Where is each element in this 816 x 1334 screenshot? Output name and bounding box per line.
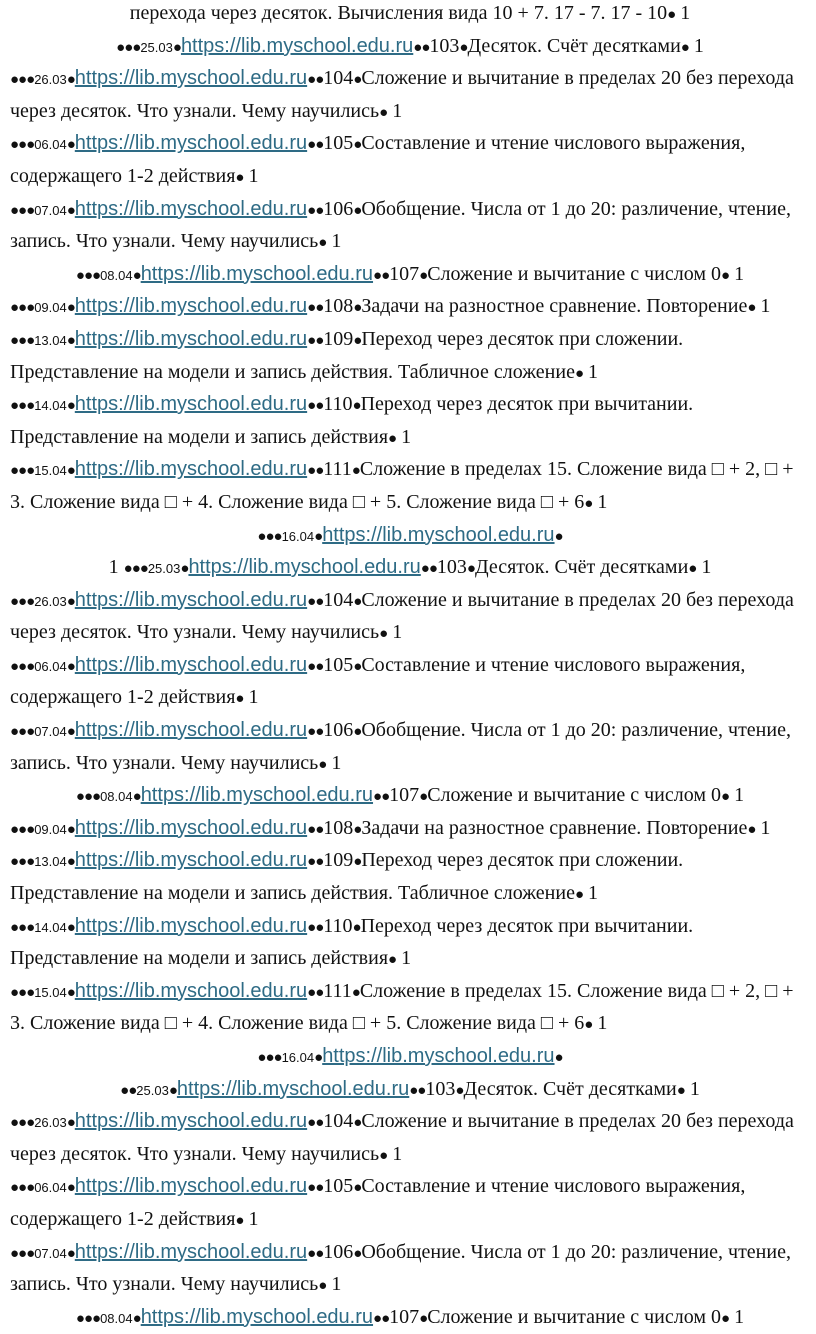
hours-value: 1 bbox=[588, 360, 599, 383]
bullet-icon: ●●● bbox=[10, 918, 35, 936]
lesson-block-2 bbox=[10, 552, 810, 1074]
bullet-icon: ● bbox=[66, 462, 75, 480]
bullet-icon: ● bbox=[466, 560, 475, 578]
bullet-icon: ● bbox=[353, 657, 362, 675]
bullet-icon: ● bbox=[318, 1277, 327, 1295]
bullet-icon: ●●● bbox=[10, 136, 35, 154]
bullet-icon: ● bbox=[721, 1309, 730, 1327]
hours-value: 1 bbox=[392, 99, 403, 122]
bullet-icon: ● bbox=[353, 1179, 362, 1197]
lesson-topic: Сложение в пределах 15. Сложение вида □ + 2, □ + 3. Сложение вида □ + 4. Сложение вида □ + 5. Сложение вида □ + 6 bbox=[10, 458, 794, 513]
lesson-date: 07.04 bbox=[34, 724, 67, 740]
resource-link[interactable]: https://lib.myschool.edu.ru bbox=[74, 979, 308, 1002]
lesson-topic: Составление и чтение числового выражения, содержащего 1-2 действия bbox=[10, 1175, 746, 1230]
bullet-icon: ● bbox=[318, 755, 327, 773]
bullet-icon: ●●● bbox=[10, 723, 35, 741]
hours-value: 1 bbox=[248, 164, 259, 187]
bullet-icon: ●● bbox=[307, 592, 324, 610]
lesson-date: 16.04 bbox=[281, 528, 315, 544]
resource-link[interactable]: https://lib.myschool.edu.ru bbox=[74, 197, 308, 220]
bullet-icon: ●●● bbox=[123, 560, 148, 578]
resource-link[interactable]: https://lib.myschool.edu.ru bbox=[74, 132, 308, 155]
lesson-number: 105 bbox=[323, 1175, 354, 1198]
bullet-icon: ● bbox=[66, 397, 75, 415]
lesson-topic: Переход через десяток при вычитании. Представление на модели и запись действия bbox=[10, 914, 694, 970]
bullet-icon: ● bbox=[353, 820, 362, 838]
resource-link[interactable]: https://lib.myschool.edu.ru bbox=[140, 1305, 374, 1328]
bullet-icon: ● bbox=[574, 364, 584, 382]
lesson-number: 107 bbox=[389, 262, 420, 285]
bullet-icon: ●● bbox=[307, 983, 324, 1001]
bullet-icon: ●● bbox=[307, 201, 324, 219]
hours-value: 1 bbox=[331, 230, 342, 253]
bullet-icon: ●●● bbox=[10, 1114, 35, 1132]
hours-value: 1 bbox=[701, 556, 712, 579]
bullet-icon: ● bbox=[66, 918, 75, 936]
bullet-icon: ●● bbox=[307, 299, 324, 317]
bullet-icon: ●●● bbox=[10, 592, 35, 610]
hours-value: 1 bbox=[680, 2, 691, 24]
lesson-number: 104 bbox=[323, 1110, 354, 1133]
bullet-icon: ●●● bbox=[10, 983, 35, 1001]
bullet-icon: ●●● bbox=[10, 1244, 35, 1262]
resource-link[interactable]: https://lib.myschool.edu.ru bbox=[74, 458, 308, 481]
lesson-date: 06.04 bbox=[34, 1180, 67, 1196]
bullet-icon: ●●● bbox=[75, 266, 101, 284]
resource-link[interactable]: https://lib.myschool.edu.ru bbox=[188, 556, 421, 579]
lesson-number: 111 bbox=[323, 979, 352, 1002]
lesson-topic: Десяток. Счёт десятками bbox=[474, 556, 689, 579]
bullet-icon: ● bbox=[676, 1081, 685, 1099]
lesson-date: 26.03 bbox=[34, 593, 67, 609]
bullet-icon: ● bbox=[379, 103, 388, 121]
resource-link[interactable]: https://lib.myschool.edu.ru bbox=[74, 653, 308, 676]
bullet-icon: ● bbox=[379, 1146, 388, 1164]
bullet-icon: ●●● bbox=[257, 1049, 282, 1066]
lesson-number: 107 bbox=[389, 1305, 420, 1328]
hours-value: 1 bbox=[392, 1142, 403, 1165]
resource-link[interactable]: https://lib.myschool.edu.ru bbox=[74, 914, 308, 937]
document-page bbox=[10, 0, 810, 1334]
bullet-icon: ● bbox=[688, 560, 697, 578]
lesson-number: 108 bbox=[323, 295, 354, 318]
lesson-topic: Сложение и вычитание с числом 0 bbox=[427, 784, 722, 807]
bullet-icon: ●● bbox=[307, 820, 324, 838]
resource-link[interactable]: https://lib.myschool.edu.ru bbox=[322, 1045, 555, 1067]
lesson-number: 110 bbox=[323, 393, 353, 416]
bullet-icon: ● bbox=[747, 299, 756, 317]
hours-value: 1 bbox=[693, 34, 704, 57]
lesson-number: 104 bbox=[323, 67, 354, 90]
lesson-topic: Задачи на разностное сравнение. Повторение bbox=[361, 816, 748, 839]
lesson-date: 08.04 bbox=[100, 1310, 133, 1326]
bullet-icon: ● bbox=[379, 625, 388, 643]
hours-value: 1 bbox=[597, 1012, 608, 1035]
bullet-icon: ● bbox=[66, 853, 75, 871]
bullet-icon: ●●● bbox=[75, 788, 101, 806]
lesson-number: 107 bbox=[389, 784, 420, 807]
resource-link[interactable]: https://lib.myschool.edu.ru bbox=[74, 1240, 308, 1263]
bullet-icon: ●●● bbox=[10, 71, 35, 89]
lesson-topic: Составление и чтение числового выражения, содержащего 1-2 действия bbox=[10, 653, 746, 709]
hours-value: 1 bbox=[760, 816, 771, 839]
resource-link[interactable]: https://lib.myschool.edu.ru bbox=[140, 262, 374, 285]
lesson-date: 16.04 bbox=[281, 1050, 315, 1065]
bullet-icon: ● bbox=[66, 1244, 75, 1262]
bullet-icon: ● bbox=[314, 1049, 323, 1066]
bullet-icon: ● bbox=[351, 462, 360, 480]
lesson-date: 14.04 bbox=[34, 398, 67, 414]
lesson-date: 25.03 bbox=[147, 561, 181, 577]
resource-link[interactable]: https://lib.myschool.edu.ru bbox=[140, 784, 374, 807]
bullet-icon: ● bbox=[318, 234, 327, 252]
bullet-icon: ●● bbox=[307, 462, 324, 480]
bullet-icon: ● bbox=[66, 331, 75, 349]
bullet-icon: ●● bbox=[413, 38, 430, 56]
resource-link[interactable]: https://lib.myschool.edu.ru bbox=[74, 588, 308, 611]
bullet-icon: ● bbox=[180, 560, 189, 578]
resource-link[interactable]: https://lib.myschool.edu.ru bbox=[74, 1175, 308, 1198]
hours-value: 1 bbox=[108, 556, 119, 579]
bullet-icon: ● bbox=[66, 1179, 75, 1197]
bullet-icon: ●●● bbox=[10, 1179, 35, 1197]
lesson-number: 108 bbox=[323, 816, 354, 839]
bullet-icon: ●●● bbox=[257, 527, 282, 545]
resource-link[interactable]: https://lib.myschool.edu.ru bbox=[74, 295, 308, 318]
lesson-number: 106 bbox=[323, 197, 354, 220]
bullet-icon: ● bbox=[667, 6, 676, 23]
bullet-icon: ● bbox=[353, 71, 362, 89]
lesson-date: 09.04 bbox=[34, 300, 67, 316]
lesson-number: 106 bbox=[323, 719, 354, 742]
bullet-icon: ●●● bbox=[10, 462, 35, 480]
resource-link[interactable]: https://lib.myschool.edu.ru bbox=[180, 34, 414, 57]
lesson-topic: Обобщение. Числа от 1 до 20: различение, чтение, запись. Что узнали. Чему научились bbox=[10, 197, 791, 253]
bullet-icon: ● bbox=[66, 299, 75, 317]
resource-link[interactable]: https://lib.myschool.edu.ru bbox=[74, 1110, 308, 1133]
bullet-icon: ● bbox=[353, 201, 362, 219]
bullet-icon: ● bbox=[419, 266, 428, 284]
bullet-icon: ●● bbox=[373, 1309, 390, 1327]
bullet-icon: ● bbox=[584, 1016, 593, 1034]
lesson-topic: Переход через десяток при сложении. Представление на модели и запись действия. Табличное сложение bbox=[10, 327, 684, 383]
bullet-icon: ● bbox=[388, 951, 397, 969]
bullet-icon: ●● bbox=[307, 1179, 324, 1197]
lesson-date: 25.03 bbox=[136, 1082, 169, 1098]
bullet-icon: ● bbox=[66, 820, 75, 838]
lesson-number: 111 bbox=[323, 458, 352, 481]
bullet-icon: ● bbox=[168, 1081, 177, 1099]
lesson-topic: Сложение и вычитание с числом 0 bbox=[427, 1305, 722, 1328]
lesson-number: 105 bbox=[323, 132, 354, 155]
lesson-topic: Десяток. Счёт десятками bbox=[467, 34, 681, 57]
bullet-icon: ●● bbox=[420, 560, 437, 578]
bullet-icon: ●● bbox=[307, 136, 324, 154]
bullet-icon: ●●● bbox=[10, 657, 35, 675]
hours-value: 1 bbox=[734, 784, 745, 807]
hours-value: 1 bbox=[597, 490, 608, 513]
bullet-icon: ●● bbox=[307, 853, 324, 871]
lesson-block-3 bbox=[10, 1074, 810, 1334]
hours-value: 1 bbox=[760, 295, 771, 318]
lesson-date: 26.03 bbox=[34, 1115, 67, 1131]
bullet-icon: ● bbox=[66, 201, 75, 219]
bullet-icon: ● bbox=[419, 1309, 428, 1327]
resource-link[interactable]: https://lib.myschool.edu.ru bbox=[74, 327, 308, 350]
hours-value: 1 bbox=[734, 1305, 745, 1328]
lesson-topic: Переход через десяток при вычитании. Представление на модели и запись действия bbox=[10, 393, 694, 448]
hours-value: 1 bbox=[734, 262, 745, 285]
hours-value: 1 bbox=[689, 1077, 700, 1100]
bullet-icon: ●● bbox=[307, 397, 324, 415]
resource-link[interactable]: https://lib.myschool.edu.ru bbox=[74, 849, 308, 872]
bullet-icon: ●● bbox=[307, 1244, 324, 1262]
bullet-icon: ● bbox=[584, 494, 593, 512]
lesson-block-1 bbox=[10, 31, 810, 553]
hours-value: 1 bbox=[588, 882, 599, 905]
bullet-icon: ● bbox=[353, 299, 362, 317]
lesson-date: 14.04 bbox=[34, 919, 67, 935]
bullet-icon: ● bbox=[352, 397, 361, 415]
bullet-icon: ●●● bbox=[10, 201, 35, 219]
doc-line-1 bbox=[10, 0, 810, 31]
bullet-icon: ● bbox=[66, 983, 75, 1001]
bullet-icon: ● bbox=[351, 983, 360, 1001]
bullet-icon: ● bbox=[680, 38, 689, 56]
lesson-topic: Сложение в пределах 15. Сложение вида □ + 2, □ + 3. Сложение вида □ + 4. Сложение вида □ + 5. Сложение вида □ + 6 bbox=[10, 979, 794, 1035]
lesson-number: 103 bbox=[436, 556, 467, 579]
bullet-icon: ● bbox=[388, 429, 397, 447]
resource-link[interactable]: https://lib.myschool.edu.ru bbox=[176, 1077, 410, 1100]
lesson-topic: Сложение и вычитание в пределах 20 без перехода через десяток. Что узнали. Чему научились bbox=[10, 1110, 794, 1165]
lesson-number: 109 bbox=[323, 849, 354, 872]
bullet-icon: ● bbox=[574, 886, 584, 904]
bullet-icon: ●● bbox=[307, 331, 324, 349]
resource-link[interactable]: https://lib.myschool.edu.ru bbox=[322, 523, 555, 546]
bullet-icon: ● bbox=[455, 1081, 464, 1099]
bullet-icon: ●● bbox=[307, 71, 324, 89]
resource-link[interactable]: https://lib.myschool.edu.ru bbox=[74, 719, 308, 742]
bullet-icon: ● bbox=[352, 918, 361, 936]
bullet-icon: ●● bbox=[307, 1114, 324, 1132]
bullet-icon: ● bbox=[353, 723, 362, 741]
bullet-icon: ● bbox=[235, 1211, 244, 1229]
lesson-date: 15.04 bbox=[34, 984, 67, 1000]
lesson-topic: Сложение и вычитание в пределах 20 без перехода через десяток. Что узнали. Чему научились bbox=[10, 588, 794, 644]
entry-text: перехода через десяток. Вычисления вида 10 + 7. 17 - 7. 17 - 10 bbox=[129, 2, 668, 24]
bullet-icon: ●● bbox=[120, 1081, 137, 1099]
bullet-icon: ● bbox=[66, 71, 75, 89]
lesson-topic: Задачи на разностное сравнение. Повторение bbox=[361, 295, 748, 318]
lesson-number: 103 bbox=[429, 34, 460, 57]
lesson-number: 109 bbox=[323, 327, 354, 350]
lesson-date: 15.04 bbox=[34, 463, 67, 479]
lesson-number: 106 bbox=[323, 1240, 354, 1263]
lesson-date: 13.04 bbox=[34, 854, 67, 870]
hours-value: 1 bbox=[401, 425, 412, 448]
bullet-icon: ● bbox=[66, 592, 75, 610]
hours-value: 1 bbox=[248, 686, 259, 709]
bullet-icon: ● bbox=[419, 788, 428, 806]
hours-value: 1 bbox=[248, 1207, 259, 1230]
bullet-icon: ● bbox=[66, 657, 75, 675]
resource-link[interactable]: https://lib.myschool.edu.ru bbox=[74, 67, 308, 90]
bullet-icon: ● bbox=[353, 1114, 362, 1132]
bullet-icon: ●● bbox=[409, 1081, 426, 1099]
lesson-number: 110 bbox=[323, 914, 353, 937]
hours-value: 1 bbox=[331, 751, 342, 774]
hours-value: 1 bbox=[331, 1273, 342, 1296]
bullet-icon: ● bbox=[66, 1114, 75, 1132]
bullet-icon: ● bbox=[353, 853, 362, 871]
bullet-icon: ● bbox=[314, 527, 323, 545]
lesson-topic: Переход через десяток при сложении. Представление на модели и запись действия. Табличное сложение bbox=[10, 849, 684, 905]
lesson-number: 103 bbox=[425, 1077, 456, 1100]
bullet-icon: ●● bbox=[307, 918, 324, 936]
lesson-number: 105 bbox=[323, 653, 354, 676]
hours-value: 1 bbox=[392, 621, 403, 644]
lesson-date: 06.04 bbox=[34, 137, 67, 153]
lesson-topic: Десяток. Счёт десятками bbox=[463, 1077, 677, 1100]
bullet-icon: ●●● bbox=[10, 299, 35, 317]
lesson-topic: Сложение и вычитание с числом 0 bbox=[427, 262, 722, 285]
lesson-date: 25.03 bbox=[140, 39, 173, 55]
lesson-date: 09.04 bbox=[34, 821, 67, 837]
bullet-icon: ●●● bbox=[10, 820, 35, 838]
lesson-date: 07.04 bbox=[34, 1245, 67, 1261]
bullet-icon: ● bbox=[554, 1049, 563, 1066]
bullet-icon: ● bbox=[235, 168, 244, 186]
bullet-icon: ● bbox=[132, 1309, 141, 1327]
bullet-icon: ● bbox=[132, 266, 141, 284]
bullet-icon: ●●● bbox=[10, 331, 35, 349]
bullet-icon: ●●● bbox=[75, 1309, 101, 1327]
bullet-icon: ●●● bbox=[10, 397, 35, 415]
bullet-icon: ●●● bbox=[116, 38, 141, 56]
lesson-date: 06.04 bbox=[34, 658, 67, 674]
lesson-topic: Обобщение. Числа от 1 до 20: различение, чтение, запись. Что узнали. Чему научились bbox=[10, 719, 791, 774]
bullet-icon: ●● bbox=[307, 657, 324, 675]
bullet-icon: ● bbox=[554, 527, 563, 545]
hours-value: 1 bbox=[401, 947, 412, 970]
bullet-icon: ● bbox=[721, 788, 730, 806]
resource-link[interactable]: https://lib.myschool.edu.ru bbox=[74, 393, 308, 416]
bullet-icon: ● bbox=[235, 690, 244, 708]
lesson-date: 26.03 bbox=[34, 72, 67, 88]
bullet-icon: ●● bbox=[373, 266, 390, 284]
lesson-topic: Обобщение. Числа от 1 до 20: различение, чтение, запись. Что узнали. Чему научились bbox=[10, 1240, 791, 1296]
bullet-icon: ● bbox=[459, 38, 468, 56]
bullet-icon: ● bbox=[353, 331, 362, 349]
lesson-number: 104 bbox=[323, 588, 354, 611]
bullet-icon: ●●● bbox=[10, 853, 35, 871]
bullet-icon: ● bbox=[721, 266, 730, 284]
bullet-icon: ● bbox=[66, 723, 75, 741]
bullet-icon: ● bbox=[172, 38, 181, 56]
lesson-date: 13.04 bbox=[34, 332, 67, 348]
bullet-icon: ● bbox=[132, 788, 141, 806]
bullet-icon: ● bbox=[66, 136, 75, 154]
lesson-topic: Сложение и вычитание в пределах 20 без перехода через десяток. Что узнали. Чему научились bbox=[10, 67, 794, 122]
bullet-icon: ● bbox=[353, 1244, 362, 1262]
bullet-icon: ● bbox=[353, 592, 362, 610]
lesson-date: 07.04 bbox=[34, 202, 67, 218]
bullet-icon: ●● bbox=[307, 723, 324, 741]
lesson-date: 08.04 bbox=[100, 789, 133, 805]
bullet-icon: ● bbox=[747, 820, 756, 838]
lesson-date: 08.04 bbox=[100, 267, 133, 283]
resource-link[interactable]: https://lib.myschool.edu.ru bbox=[74, 816, 308, 839]
bullet-icon: ●● bbox=[373, 788, 390, 806]
lesson-topic: Составление и чтение числового выражения, содержащего 1-2 действия bbox=[10, 132, 746, 187]
bullet-icon: ● bbox=[353, 136, 362, 154]
